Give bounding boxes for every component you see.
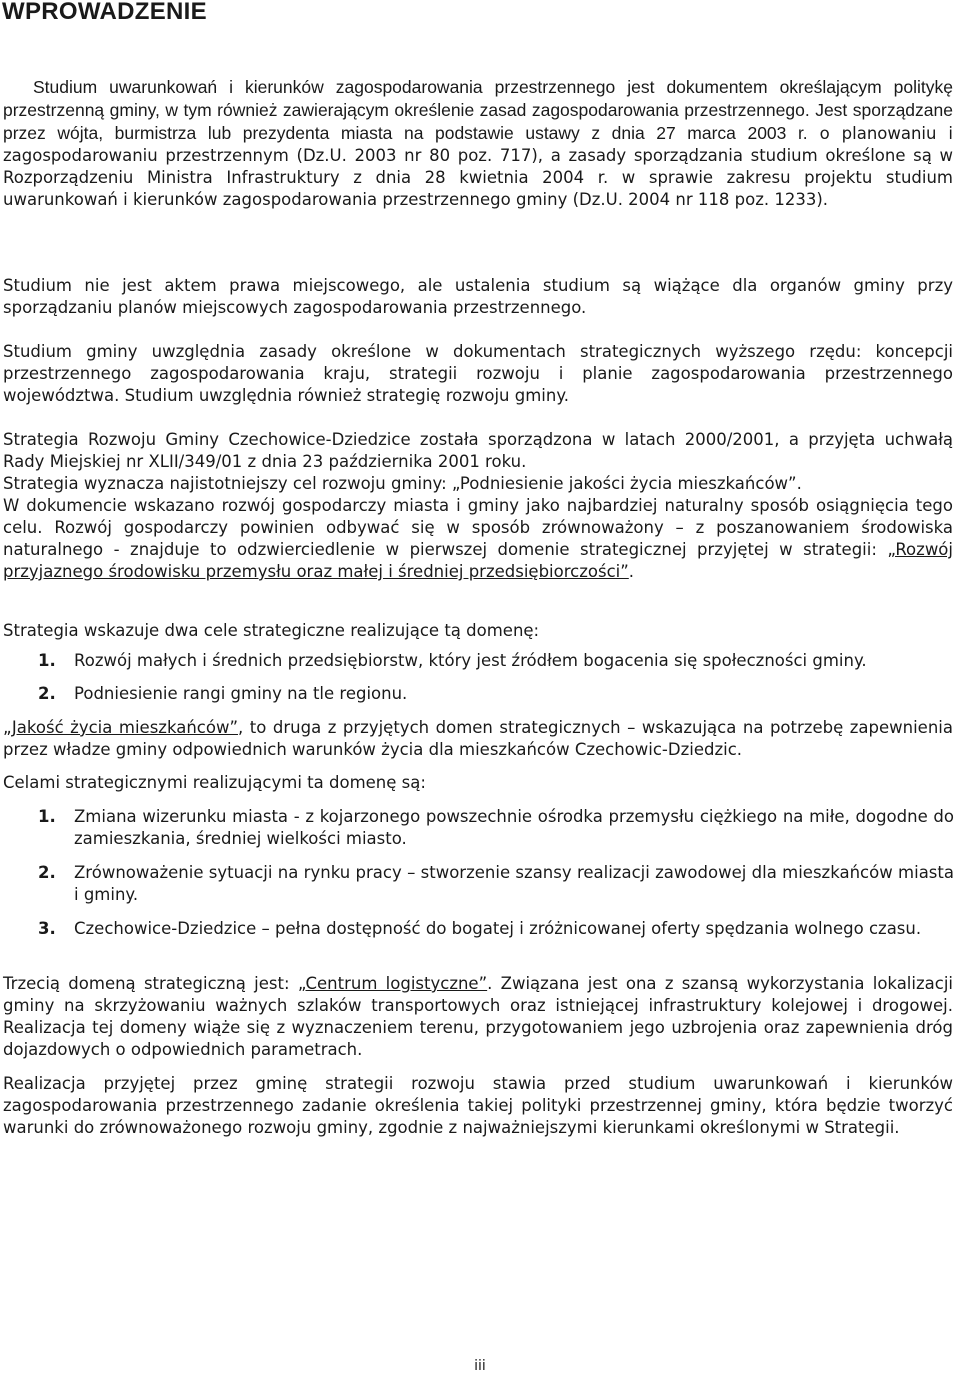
strategy-paragraph xyxy=(3,429,953,583)
two-goals-intro: Strategia wskazuje dwa cele strategiczne realizujące tą domenę: xyxy=(3,621,540,640)
economic-development-text: W dokumencie wskazano rozwój gospodarczy miasta i gminy jako najbardziej naturalny sposób osiągnięcia tego celu. Rozwój gospodarczy powinien odbywać się w sposób zrównoważony – z poszanowaniem środowiska naturalnego - znajduje to odzwierciedlenie w pierwszej domenie strategicznej przyjętej w strategii: xyxy=(3,496,953,559)
list-text: Podniesienie rangi gminy na tle regionu. xyxy=(74,684,408,703)
page-number: iii xyxy=(474,1358,486,1374)
strategy-adoption-text: Strategia Rozwoju Gminy Czechowice-Dziedzice została sporządzona w latach 2000/2001, a przyjęta uchwałą Rady Miejskiej nr XLII/349/01 z dnia 23 października 2001 roku. xyxy=(3,430,953,471)
second-domain-paragraph xyxy=(3,717,953,761)
intro-lead-text: Studium uwarunkowań i kierunków zagospodarowania przestrzennego jest dokumentem określającym politykę przestrzenną gminy, w tym również zawierającym określenie zasad zagospodarowania przestrzennego. Jest sporządzane przez wójta, burmistrza lub prezydenta miasta na podstawie ustawy z dnia 27 marca 2003 r. xyxy=(3,77,953,143)
aims-intro: Celami strategicznymi realizującymi ta domenę są: xyxy=(3,773,426,792)
intro-rest-text: o planowaniu i zagospodarowaniu przestrzennym (Dz.U. 2003 nr 80 poz. 717), a zasady sporządzania studium określone są w Rozporządzeniu Ministra Infrastruktury z dnia 28 kwietnia 2004 r. w sprawie zakresu projektu studium uwarunkowań i kierunków zagospodarowania przestrzennego gminy (Dz.U. 2004 nr 118 poz. 1233). xyxy=(3,124,953,209)
legal-status-paragraph: Studium nie jest aktem prawa miejscowego, ale ustalenia studium są wiążące dla organów gminy przy sporządzaniu planów miejscowych zagospodarowania przestrzennego. xyxy=(3,276,953,317)
second-domain-text: , to druga z przyjętych domen strategicznych – wskazująca na potrzebę zapewnienia przez władze gminy odpowiednich warunków życia dla mieszkańców Czechowic-Dziedzic. xyxy=(3,718,953,759)
strategy-end-text: . xyxy=(628,562,635,581)
list-item xyxy=(38,918,954,940)
third-domain-link-text: „Centrum logistyczne” xyxy=(297,974,488,993)
strategy-goal-text: Strategia wyznacza najistotniejszy cel rozwoju gminy: „Podniesienie jakości życia mieszkańców”. xyxy=(3,474,802,493)
list-item xyxy=(38,862,954,906)
page-title: WPROWADZENIE xyxy=(2,0,207,25)
list-text: Czechowice-Dziedzice – pełna dostępność do bogatej i zróżnicowanej oferty spędzania wolnego czasu. xyxy=(74,919,922,938)
list-text: Zrównoważenie sytuacji na rynku pracy – stworzenie szansy realizacji zawodowej dla mieszkańców miasta i gminy. xyxy=(74,863,954,904)
list-item xyxy=(38,683,954,705)
higher-documents-paragraph: Studium gminy uwzględnia zasady określone w dokumentach strategicznych wyższego rzędu: koncepcji przestrzennego zagospodarowania kraju, strategii rozwoju i planie zagospodarowania przestrzennego województwa. Studium uwzględnia również strategię rozwoju gminy. xyxy=(3,342,953,405)
third-domain-lead: Trzecią domeną strategiczną jest: xyxy=(3,974,298,993)
third-domain-paragraph xyxy=(3,973,953,1061)
list-number: 2. xyxy=(38,863,56,882)
list-number: 3. xyxy=(38,919,56,938)
first-domain-link-text: „Rozwój przyjaznego środowisku przemysłu oraz małej i średniej przedsiębiorczości” xyxy=(3,540,953,581)
list-text: Zmiana wizerunku miasta - z kojarzonego powszechnie ośrodka przemysłu ciężkiego na miłe, dogodne do zamieszkania, średniej wielkości miasto. xyxy=(74,807,954,848)
third-domain-text: . Związana jest ona z szansą wykorzystania lokalizacji gminy na skrzyżowaniu ważnych szlaków transportowych oraz istniejącej infrastruktury kolejowej i drogowej. Realizacja tej domeny wiąże się z wyznaczeniem terenu, przygotowaniem jego uzbrojenia oraz zapewnienia dróg dojazdowych o odpowiednich parametrach. xyxy=(3,974,953,1059)
list-number: 1. xyxy=(38,651,56,670)
list-item xyxy=(38,806,954,850)
intro-paragraph xyxy=(3,76,953,211)
list-number: 2. xyxy=(38,684,56,703)
list-text: Rozwój małych i średnich przedsiębiorstw, który jest źródłem bogacenia się społeczności gminy. xyxy=(74,651,867,670)
second-domain-link-text: „Jakość życia mieszkańców” xyxy=(3,718,239,737)
list-item xyxy=(38,650,954,672)
conclusion-paragraph: Realizacja przyjętej przez gminę strategii rozwoju stawia przed studium uwarunkowań i kierunków zagospodarowania przestrzennego zadanie określenia takiej polityki przestrzennej gminy, która będzie tworzyć warunki do zrównoważonego rozwoju gminy, zgodnie z najważniejszymi kierunkami określonymi w Strategii. xyxy=(3,1074,953,1137)
list-number: 1. xyxy=(38,807,56,826)
